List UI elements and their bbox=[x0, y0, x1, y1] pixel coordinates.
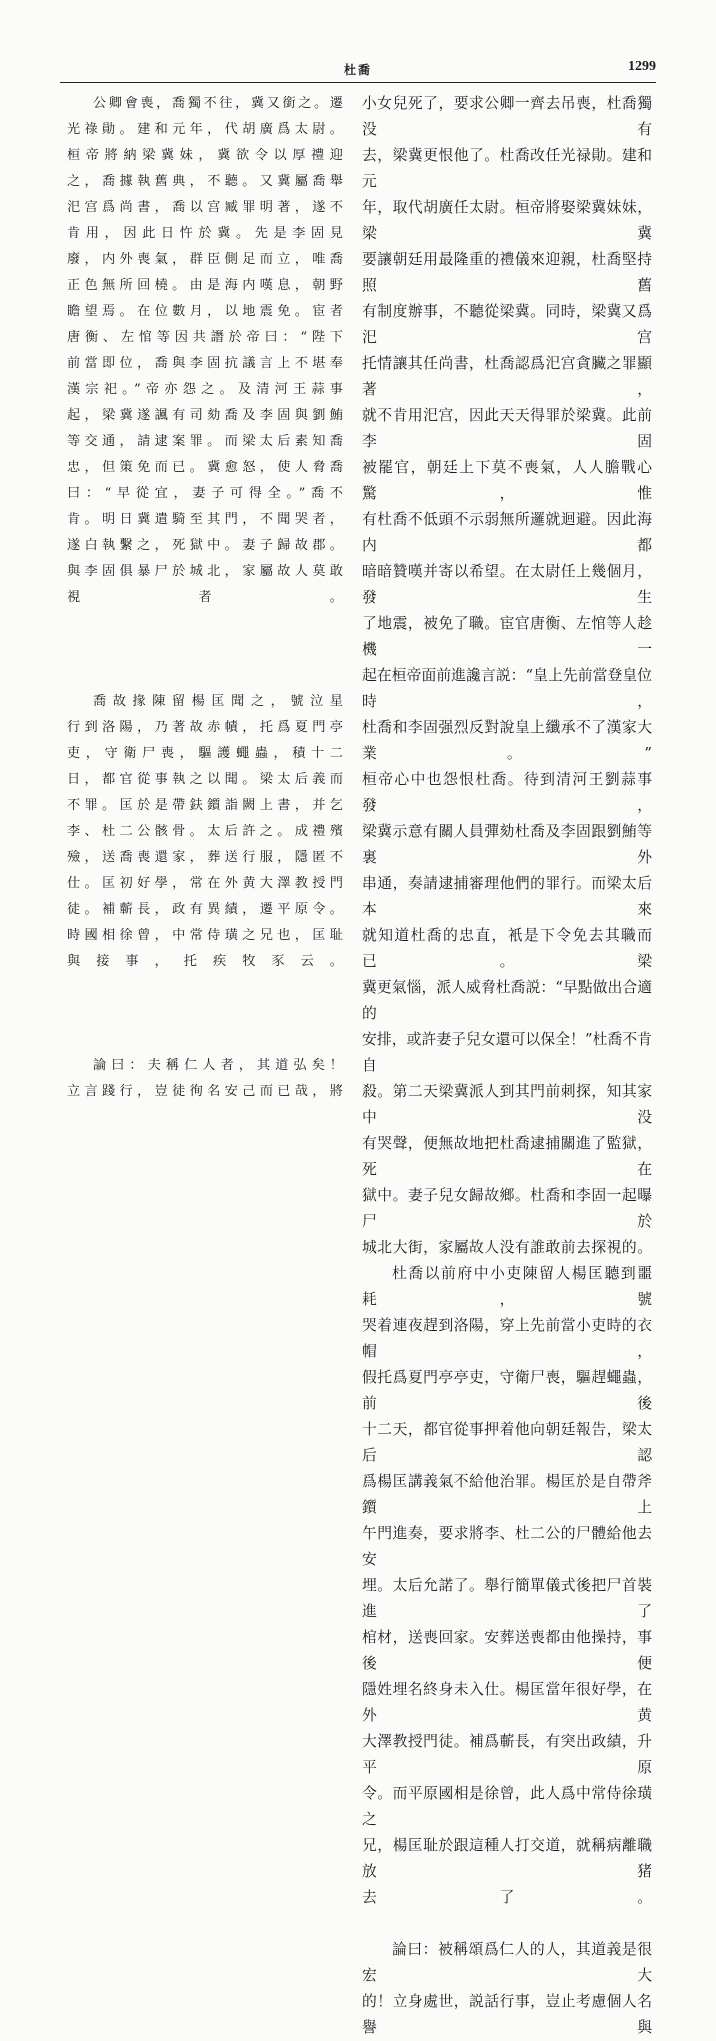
paragraph-gap bbox=[67, 975, 343, 1053]
classical-paragraph-3 bbox=[67, 1053, 343, 1105]
paragraph-gap bbox=[67, 611, 343, 689]
page-number: 1299 bbox=[628, 59, 656, 74]
translation-paragraph-2-text: 杜喬以前府中小吏陳留人楊匡聽到噩耗，號 哭着連夜趕到洛陽，穿上先前當小吏時的衣帽， 假托爲夏門亭亭吏，守衛尸喪，驅趕蠅蟲，前後 十二天，都官從事押着他向朝廷報告，梁太后認 爲楊匡講義氣不給他治罪。楊匡於是自帶斧鑕上 午門進奏，要求將李、杜二公的尸體給他去安 埋。太后允諾了。舉行簡單儀式後把尸首裝進了 棺材，送喪回家。安葬送喪都由他操持，事後便 隱姓埋名終身未入仕。楊匡當年很好學，在外黄 大澤教授門徒。補爲蘄長，有突出政績，升平原 令。而平原國相是徐曾，此人爲中常侍徐璜之 兄，楊匡耻於跟這種人打交道，就稱病離職放猪 去了。 bbox=[362, 1265, 652, 1906]
classical-text-column bbox=[67, 91, 343, 1105]
translation-paragraph-2 bbox=[362, 1261, 652, 1911]
classical-paragraph-1 bbox=[67, 91, 343, 611]
classical-paragraph-2-text: 喬故掾陳留楊匡聞之，號泣星 行到洛陽，乃著故赤幘，托爲夏門亭 吏，守衛尸喪，驅護蠅蟲，積十二 日，都官從事執之以聞。梁太后義而 不罪。匡於是帶鈇鑕詣闕上書，并乞 李、杜二公骸骨。太后許之。成禮殯 殮，送喬喪還家，葬送行服，隱匿不 仕。匡初好學，常在外黄大澤教授門 徒。補蘄長，政有異績，遷平原令。 時國相徐曾，中常侍璜之兄也，匡耻 與接事，托疾牧豕云。 bbox=[67, 694, 343, 969]
classical-paragraph-3-text: 論曰：夫稱仁人者，其道弘矣！ 立言踐行，豈徒徇名安己而已哉，將 bbox=[67, 1058, 343, 1099]
translation-column bbox=[362, 91, 652, 2041]
page-header bbox=[60, 58, 656, 83]
running-title: 杜喬 bbox=[343, 63, 372, 77]
classical-paragraph-2 bbox=[67, 689, 343, 975]
translation-paragraph-3-text: 論曰：被稱頌爲仁人的人，其道義是很宏大 的！立身處世，説話行事，豈止考慮個人名譽與 bbox=[362, 1941, 652, 2036]
translation-paragraph-1 bbox=[362, 91, 652, 1261]
translation-paragraph-1-text: 小女兒死了，要求公卿一齊去吊喪，杜喬獨没有 去，梁冀更恨他了。杜喬改任光禄勛。建和元 年，取代胡廣任太尉。桓帝將娶梁冀妹妹，梁冀 要讓朝廷用最隆重的禮儀來迎親，杜喬堅持照舊 有制度辦事，不聽從梁冀。同時，梁冀又爲汜宫 托情讓其任尚書，杜喬認爲汜宫貪臟之罪顯著， 就不肯用汜宫，因此天天得罪於梁冀。此前李固 被罷官，朝廷上下莫不喪氣，人人膽戰心驚，惟 有杜喬不低頭不示弱無所邏就迴避。因此海内都 暗暗贊嘆并寄以希望。在太尉任上幾個月，發生 了地震，被免了職。宦官唐衡、左悺等人趁機一 起在桓帝面前進讒言説：“皇上先前當登皇位時， 杜喬和李固强烈反對說皇上纖承不了漢家大業。” 桓帝心中也怨恨杜喬。待到清河王劉蒜事發， 梁冀示意有關人員彈劾杜喬及李固跟劉鮪等裏外 串通，奏請逮捕審理他們的罪行。而梁太后本來 就知道杜喬的忠直，衹是下令免去其職而已。梁 冀更氣惱，派人威脅杜喬説：“早點做出合適的 安排，或許妻子兒女還可以保全！”杜喬不肯自 殺。第二天梁冀派人到其門前刺探，知其家中没 有哭聲，便無故地把杜喬逮捕關進了監獄，死在 獄中。妻子兒女歸故鄉。杜喬和李固一起曝尸於 城北大街，家屬故人没有誰敢前去探視的。 bbox=[362, 95, 652, 1256]
classical-paragraph-1-text: 公卿會喪，喬獨不往，冀又銜之。遷 光祿勛。建和元年，代胡廣爲太尉。 桓帝將納梁冀妹，冀欲令以厚禮迎 之，喬據執舊典，不聽。又冀屬喬舉 汜宫爲尚書，喬以宫臧罪明著，遂不 肯用，因此日忤於冀。先是李固見 廢，内外喪氣，群臣側足而立，唯喬 正色無所回橈。由是海内嘆息，朝野 瞻望焉。在位數月，以地震免。宦者 唐衡、左悺等因共譖於帝曰：“陛下 前當即位，喬與李固抗議言上不堪奉 漢宗祀。”帝亦怨之。及清河王蒜事 起，梁冀遂諷有司劾喬及李固與劉鮪 等交通，請逮案罪。而梁太后素知喬 忠，但策免而已。冀愈怒，使人脅喬 曰：“早從宜，妻子可得全。”喬不 肯。明日冀遣騎至其門，不聞哭者， 遂白執繫之，死獄中。妻子歸故郡。 與李固俱暴尸於城北，家屬故人莫敢 視者。 bbox=[67, 96, 343, 605]
paragraph-gap bbox=[362, 1911, 652, 1937]
translation-paragraph-3 bbox=[362, 1937, 652, 2041]
